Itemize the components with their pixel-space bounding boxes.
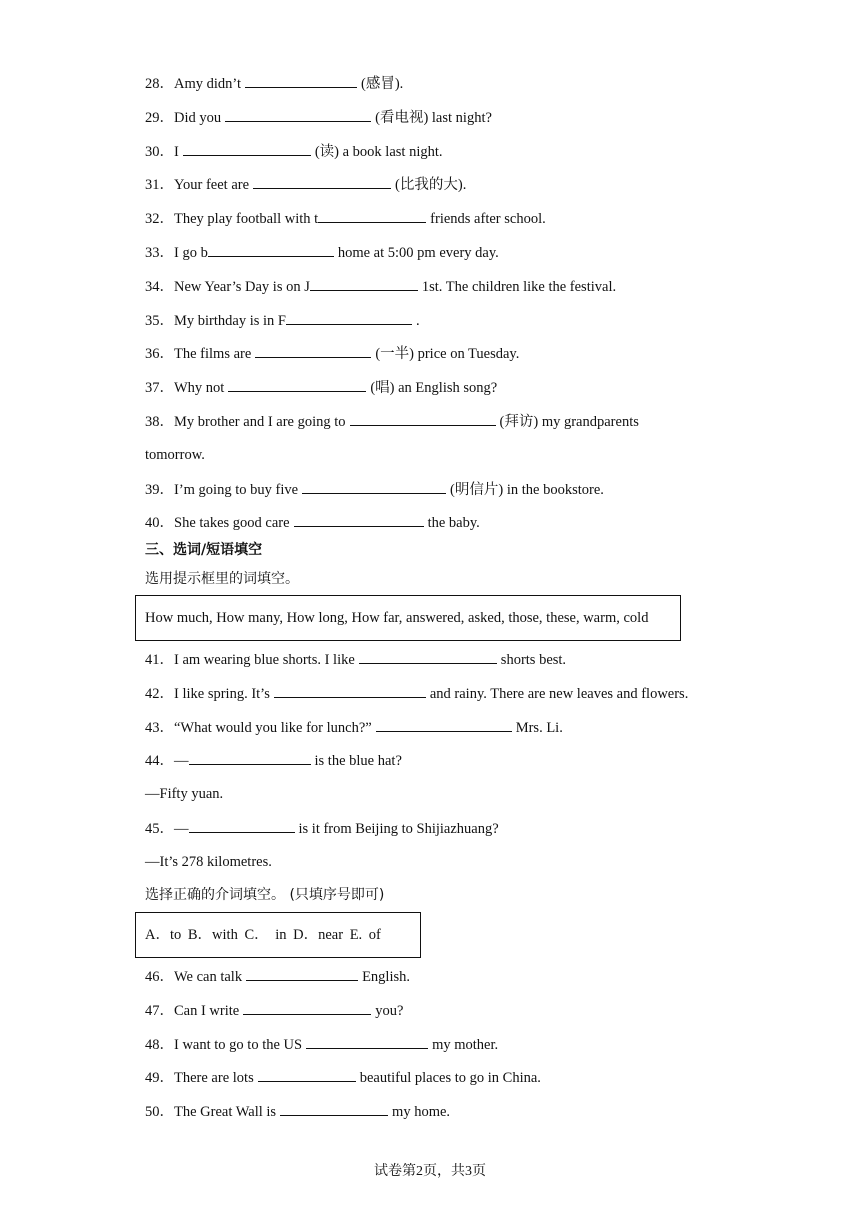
answer-line: [145, 852, 272, 872]
answer-blank[interactable]: [183, 141, 311, 156]
question-number: 28．: [145, 76, 174, 92]
question-text: Can I write: [174, 1002, 240, 1019]
question-text-after: (比我的大).: [395, 177, 467, 194]
question-text-after: my mother.: [432, 1036, 499, 1053]
question-item: [145, 174, 466, 195]
question-text: The Great Wall is: [174, 1104, 277, 1121]
question-text-after: my home.: [392, 1104, 451, 1121]
question-text: I want to go to the US: [174, 1036, 303, 1053]
question-item: [145, 411, 639, 432]
question-text-after: (感冒).: [361, 76, 404, 92]
question-text: They play football with t: [174, 211, 319, 228]
question-item: [145, 73, 403, 94]
answer-blank[interactable]: [359, 649, 497, 664]
answer-blank[interactable]: [318, 208, 426, 223]
question-text: New Year’s Day is on J: [174, 278, 310, 295]
answer-blank[interactable]: [274, 683, 426, 698]
question-number: 39．: [145, 481, 174, 498]
answer-blank[interactable]: [189, 750, 311, 765]
answer-blank[interactable]: [294, 512, 424, 527]
question-text-after: shorts best.: [500, 652, 567, 668]
question-item: [145, 683, 688, 704]
question-text-after: you?: [375, 1002, 404, 1019]
word-box: How much, How many, How long, How far, answered, asked, those, these, warm, cold: [135, 595, 681, 641]
question-item: [145, 750, 402, 771]
page-footer: 试卷第2页，共3页: [374, 1164, 486, 1179]
question-text: Your feet are: [174, 177, 250, 194]
question-text: I go b: [174, 245, 208, 261]
question-text: Did you: [174, 109, 222, 126]
question-text: Why not: [174, 380, 225, 397]
question-number: 37．: [145, 380, 174, 397]
instruction-preposition: 选择正确的介词填空。 (只填序号即可): [145, 887, 385, 903]
question-text: Amy didn’t: [174, 76, 241, 92]
question-text-after: and rainy. There are new leaves and flowers.: [429, 685, 689, 702]
instruction-word-box: 选用提示框里的词填空。: [145, 571, 299, 587]
question-text: I like spring. It’s: [174, 685, 270, 702]
answer-blank[interactable]: [225, 107, 371, 122]
question-number: 30．: [145, 143, 174, 160]
question-item: [145, 208, 546, 229]
question-item: [145, 141, 443, 162]
answer-blank[interactable]: [302, 479, 446, 494]
answer-blank[interactable]: [376, 717, 512, 732]
question-text: —It’s 278 kilometres.: [145, 853, 272, 870]
answer-blank[interactable]: [208, 242, 334, 257]
answer-blank[interactable]: [245, 73, 357, 88]
question-text-after: Mrs. Li.: [515, 719, 563, 736]
question-text: We can talk: [174, 969, 243, 985]
question-text-after: (读) a book last night.: [314, 143, 443, 160]
question-number: 34．: [145, 278, 174, 295]
answer-line: [145, 445, 205, 465]
question-number: 44．: [145, 753, 174, 770]
section-title: 三、选词/短语填空: [145, 542, 263, 558]
question-text: —: [174, 753, 189, 770]
question-item: [145, 310, 420, 331]
question-text-after: .: [415, 312, 420, 329]
question-text-after: (明信片) in the bookstore.: [450, 481, 604, 498]
question-item: [145, 107, 492, 128]
question-item: [145, 1101, 450, 1122]
question-text: “What would you like for lunch?”: [174, 719, 372, 736]
question-item: [145, 1034, 498, 1055]
question-item: [145, 479, 604, 500]
answer-blank[interactable]: [306, 1034, 428, 1049]
question-text-after: is it from Beijing to Shijiazhuang?: [298, 821, 499, 837]
question-item: [145, 343, 519, 364]
question-text-after: (唱) an English song?: [370, 380, 498, 397]
question-item: [145, 717, 563, 738]
question-number: 32．: [145, 211, 174, 228]
question-text-after: (一半) price on Tuesday.: [375, 346, 520, 363]
question-text-after: is the blue hat?: [314, 753, 402, 770]
question-number: 45．: [145, 821, 174, 837]
answer-blank[interactable]: [189, 818, 295, 833]
answer-blank[interactable]: [246, 966, 358, 981]
question-item: [145, 818, 499, 839]
question-item: [145, 649, 566, 670]
question-text: I: [174, 143, 179, 160]
question-item: [145, 276, 616, 297]
question-text-after: (拜访) my grandparents: [499, 414, 639, 430]
question-number: 47．: [145, 1002, 174, 1019]
answer-blank[interactable]: [228, 377, 366, 392]
answer-blank[interactable]: [255, 343, 371, 358]
question-number: 35．: [145, 312, 174, 329]
answer-blank[interactable]: [253, 174, 391, 189]
answer-blank[interactable]: [310, 276, 418, 291]
question-text: The films are: [174, 346, 252, 363]
question-item: [145, 377, 497, 398]
answer-line: [145, 784, 223, 804]
question-text-after: the baby.: [427, 515, 480, 532]
question-number: 49．: [145, 1070, 174, 1087]
question-number: 31．: [145, 177, 174, 194]
question-text-after: 1st. The children like the festival.: [421, 278, 617, 295]
question-number: 50．: [145, 1104, 174, 1121]
question-number: 41．: [145, 652, 174, 668]
question-text: She takes good care: [174, 515, 290, 532]
question-item: [145, 1067, 541, 1088]
question-number: 48．: [145, 1036, 174, 1053]
question-number: 29．: [145, 109, 174, 126]
question-item: [145, 242, 499, 263]
question-number: 42．: [145, 685, 174, 702]
question-text-after: English.: [362, 969, 411, 985]
question-number: 46．: [145, 969, 174, 985]
question-number: 40．: [145, 515, 174, 532]
preposition-box: A．to B．with C． in D．near E. of: [135, 912, 421, 958]
answer-blank[interactable]: [286, 310, 412, 325]
question-text-after: (看电视) last night?: [375, 109, 492, 126]
question-text: —: [174, 821, 189, 837]
question-item: [145, 966, 410, 987]
question-number: 33．: [145, 245, 174, 261]
question-text: I am wearing blue shorts. I like: [174, 652, 355, 668]
question-text: My birthday is in F: [174, 312, 286, 329]
question-text: —Fifty yuan.: [145, 786, 224, 803]
answer-blank[interactable]: [280, 1101, 388, 1116]
answer-blank[interactable]: [258, 1067, 356, 1082]
answer-blank[interactable]: [243, 1000, 371, 1015]
question-item: [145, 1000, 403, 1021]
question-text-after: friends after school.: [430, 211, 546, 228]
question-text: tomorrow.: [145, 446, 205, 463]
question-text: I’m going to buy five: [174, 481, 299, 498]
question-text-after: beautiful places to go in China.: [359, 1070, 541, 1087]
question-text: There are lots: [174, 1070, 254, 1087]
question-text: My brother and I are going to: [174, 414, 346, 430]
question-number: 36．: [145, 346, 174, 363]
question-number: 43．: [145, 719, 174, 736]
answer-blank[interactable]: [350, 411, 496, 426]
question-item: [145, 512, 480, 533]
question-text-after: home at 5:00 pm every day.: [337, 245, 499, 261]
question-number: 38．: [145, 414, 174, 430]
